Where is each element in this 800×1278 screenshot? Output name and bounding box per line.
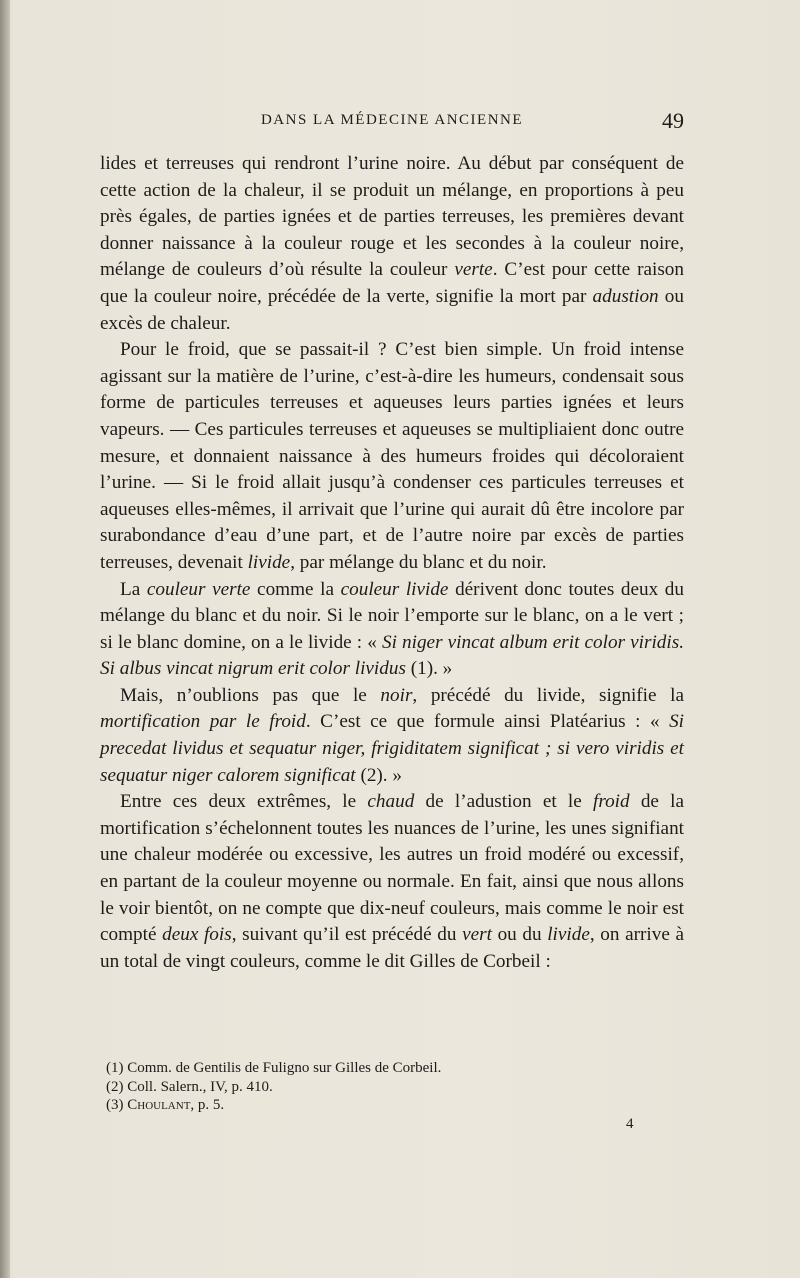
italic-term: couleur verte xyxy=(146,578,251,600)
paragraph-5 xyxy=(100,789,684,975)
text-run: . C’est ce que formule ainsi Platéarius : « xyxy=(305,711,670,733)
text-run: (1). » xyxy=(405,658,453,680)
text-run: La xyxy=(120,578,147,600)
text-run: , par mélange du blanc et du noir. xyxy=(290,551,547,573)
italic-term: livide xyxy=(547,924,590,946)
italic-term: froid xyxy=(592,791,630,813)
italic-term: livide xyxy=(247,551,291,573)
text-run: . C’est pour cette raison que la couleur noire, précédée de la verte, signifie la mort par xyxy=(100,259,684,307)
running-head: DANS LA MÉDECINE ANCIENNE xyxy=(260,112,524,128)
footnote-3 xyxy=(106,1096,666,1115)
italic-term: mortification par le froid xyxy=(100,711,306,733)
page-number: 49 xyxy=(662,108,684,133)
paragraph-1 xyxy=(100,151,684,337)
latin-quote: Si precedat lividus et sequatur niger, frigiditatem significat ; si vero viridis et sequatur niger calorem significat xyxy=(100,711,684,786)
italic-term: verte xyxy=(454,259,493,281)
author-name: Choulant xyxy=(127,1097,191,1113)
text-run: lides et terreuses qui rendront l’urine noire. Au début par conséquent de cette action de la chaleur, il se produit un mélange, en proportions à peu près égales, de parties ignées et de parties terreuses, les premières devant donner naissance à la couleur rouge et les secondes à la couleur noire, mélange de couleurs d’où résulte la couleur xyxy=(100,153,684,281)
text-run: de l’adustion et le xyxy=(414,791,593,813)
text-run: dérivent donc toutes deux du mélange du blanc et du noir. Si le noir l’emporte sur le blanc, on a le vert ; si le blanc domine, on a le livide : « xyxy=(100,578,684,653)
text-run: (3) xyxy=(106,1097,128,1113)
text-run: (2). » xyxy=(355,764,402,786)
footnotes xyxy=(106,1059,666,1115)
paragraph-3 xyxy=(100,577,684,683)
text-run: , p. 5. xyxy=(190,1097,225,1113)
footnote-2: (2) Coll. Salern., IV, p. 410. xyxy=(106,1078,273,1095)
book-binding-edge xyxy=(0,0,10,1278)
text-run: de la mortification s’échelonnent toutes les nuances de l’urine, les unes signifiant une chaleur modérée ou excessive, les autres un froid modéré ou excessif, en partant de la couleur moyenne ou normale. En fait, ainsi que nous allons le voir bientôt, on ne compte que dix-neuf couleurs, mais comme le noir est compté xyxy=(100,791,685,946)
italic-term: adustion xyxy=(592,285,659,307)
latin-quote: Si niger vincat album erit color viridis. Si albus vincat nigrum erit color lividus xyxy=(100,631,684,680)
text-run: , suivant qu’il est précédé du xyxy=(231,924,463,946)
text-run: ou excès de chaleur. xyxy=(100,285,684,334)
italic-term: chaud xyxy=(367,791,415,813)
paragraph-4 xyxy=(100,683,684,789)
italic-term: couleur livide xyxy=(340,578,449,600)
text-run: , on arrive à un total de vingt couleurs, comme le dit Gilles de Corbeil : xyxy=(100,924,684,972)
footnote-1: (1) Comm. de Gentilis de Fuligno sur Gilles de Corbeil. xyxy=(106,1060,442,1076)
text-run: Pour le froid, que se passait-il ? C’est bien simple. Un froid intense agissant sur la matière de l’urine, c’est-à-dire les humeurs, condensait sous forme de particules terreuses et aqueuses leurs parties ignées et leurs vapeurs. — Ces particules terreuses et aqueuses se multipliaient donc outre mesure, et donnaient naissance à des humeurs froides qui décoloraient l’urine. — Si le froid allait jusqu’à condenser ces particules terreuses et aqueuses elles-mêmes, il arrivait que l’urine qui aurait dû être incolore par surabondance d’eau d’une part, et de l’autre noire par excès de parties terreuses, devenait xyxy=(100,339,684,573)
body-text xyxy=(100,151,684,975)
italic-term: noir xyxy=(380,684,413,706)
text-run: Entre ces deux extrêmes, le xyxy=(120,791,368,813)
paragraph-2 xyxy=(100,337,684,576)
page-header xyxy=(100,108,684,136)
text-run: comme la xyxy=(250,578,341,600)
text-run: Mais, n’oublions pas que le xyxy=(120,684,381,706)
italic-term: vert xyxy=(462,924,492,946)
text-run: ou du xyxy=(491,924,548,946)
italic-term: deux fois xyxy=(162,924,232,946)
signature-mark: 4 xyxy=(626,1116,634,1132)
text-run: , précédé du livide, signifie la xyxy=(412,684,684,706)
